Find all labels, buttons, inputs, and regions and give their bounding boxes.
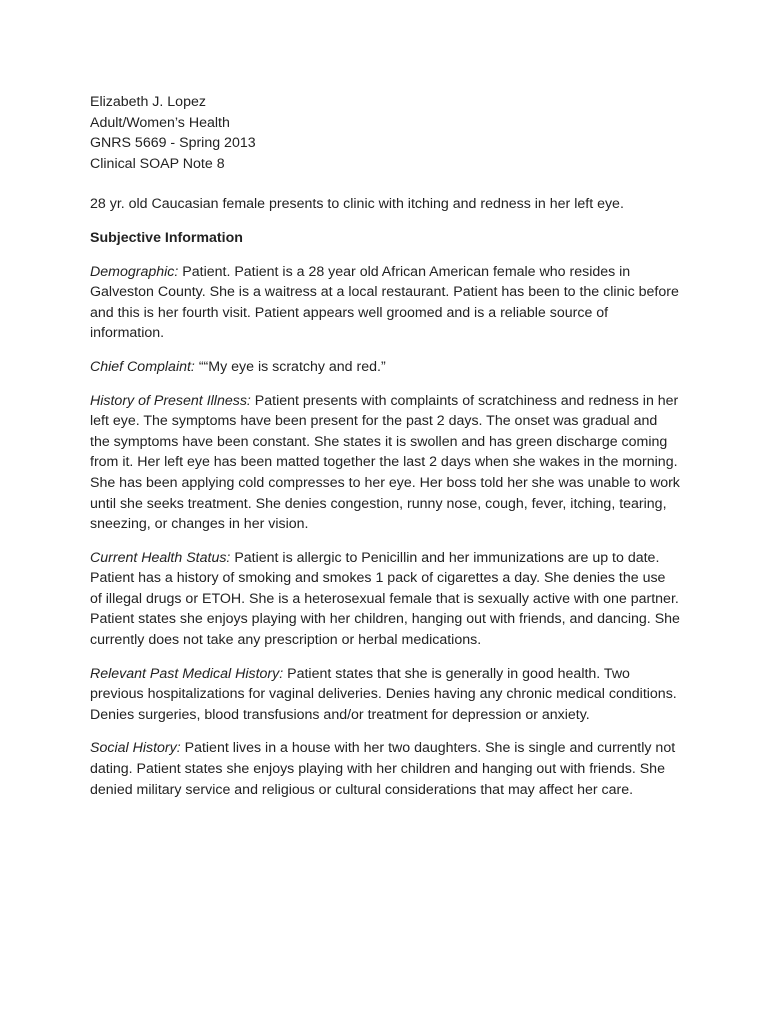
note-title: Clinical SOAP Note 8: [90, 155, 225, 172]
paragraph-label: Demographic:: [90, 263, 179, 280]
paragraph-label: Current Health Status:: [90, 549, 231, 566]
intro-statement: 28 yr. old Caucasian female presents to clinic with itching and redness in her left eye.: [90, 196, 624, 213]
paragraph-text: Patient is allergic to Penicillin and her immunizations are up to date. Patient has a history of smoking and smokes 1 pack of cigarettes a day. She denies the use of illegal drugs or ETOH. She is a heterosexual female that is sexually active with one partner. Patient states she enjoys playing with her children, hanging out with friends, and dancing. She currently does not take any prescription or herbal medications.: [90, 549, 680, 649]
author-name: Elizabeth J. Lopez: [90, 94, 206, 110]
paragraph-label: Social History:: [90, 740, 181, 757]
document-page: [90, 92, 680, 800]
paragraph-history-present-illness: [90, 391, 680, 535]
paragraph-social-history: [90, 738, 680, 800]
paragraph-text: ““My eye is scratchy and red.”: [194, 358, 386, 375]
paragraph-label: History of Present Illness:: [90, 392, 251, 409]
paragraph-text: Patient. Patient is a 28 year old African American female who resides in Galveston County. She is a waitress at a local restaurant. Patient has been to the clinic before and this is her fourth visit. Patient appears well groomed and is a reliable source of information.: [90, 263, 679, 342]
paragraph-demographic: [90, 262, 680, 344]
program-name: Adult/Women’s Health: [90, 114, 230, 131]
paragraph-text: Patient lives in a house with her two daughters. She is single and currently not dating. Patient states she enjoys playing with her children and hanging out with friends. She denied military service and religious or cultural considerations that may affect her care.: [90, 740, 676, 798]
section-heading-subjective: Subjective Information: [90, 229, 243, 246]
paragraph-current-health-status: [90, 548, 680, 651]
course-info: GNRS 5669 - Spring 2013: [90, 135, 256, 152]
paragraph-chief-complaint: [90, 357, 680, 378]
paragraph-label: Chief Complaint:: [90, 358, 195, 375]
paragraph-text: Patient states that she is generally in good health. Two previous hospitalizations for vaginal deliveries. Denies having any chronic medical conditions. Denies surgeries, blood transfusions and/or treatment for depression or anxiety.: [90, 665, 677, 723]
document-header: [90, 92, 680, 174]
paragraph-text: Patient presents with complaints of scratchiness and redness in her left eye. The symptoms have been present for the past 2 days. The onset was gradual and the symptoms have been constant. She states it is swollen and has green discharge coming from it. Her left eye has been matted together the last 2 days when she wakes in the morning. She has been applying cold compresses to her eye. Her boss told her she was unable to work until she seeks treatment. She denies congestion, runny nose, cough, fever, itching, tearing, sneezing, or changes in her vision.: [90, 392, 680, 533]
paragraph-past-medical-history: [90, 664, 680, 726]
paragraph-label: Relevant Past Medical History:: [90, 665, 284, 682]
